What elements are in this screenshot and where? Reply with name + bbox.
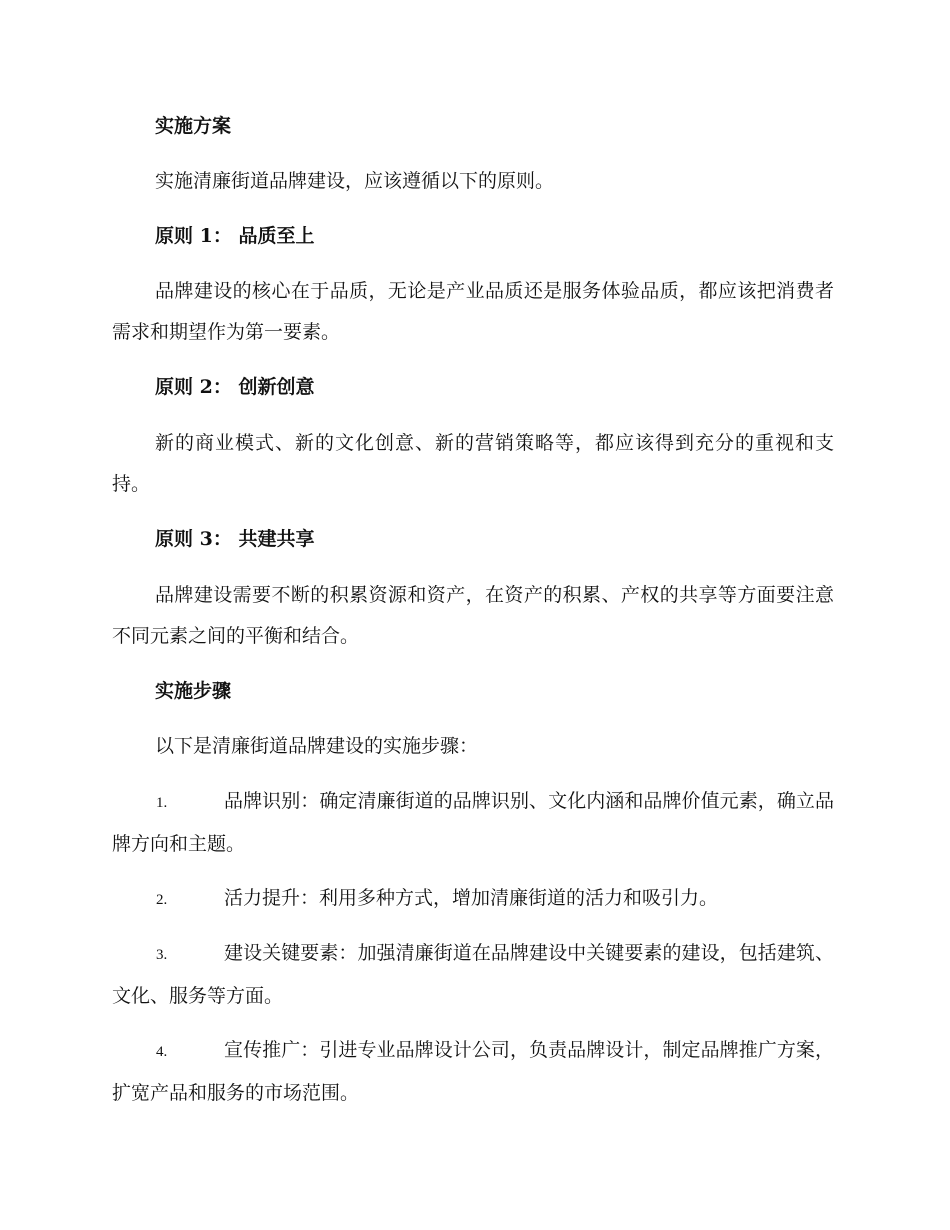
- principle-3-heading: 原则 3： 共建共享: [155, 528, 315, 550]
- list-item-step-2: [112, 878, 834, 921]
- principle-2-paragraph: 新的商业模式、新的文化创意、新的营销策略等，都应该得到充分的重视和支持。: [112, 432, 834, 495]
- list-item-text: 宣传推广：引进专业品牌设计公司，负责品牌设计，制定品牌推广方案，扩宽产品和服务的市场范围。: [112, 1039, 834, 1104]
- section-heading-implementation-plan: 实施方案: [155, 115, 232, 137]
- list-item-step-1: [112, 781, 834, 865]
- list-item-text: 建设关键要素：加强清廉街道在品牌建设中关键要素的建设，包括建筑、文化、服务等方面。: [112, 942, 834, 1007]
- principle-1-paragraph: 品牌建设的核心在于品质，无论是产业品质还是服务体验品质，都应该把消费者需求和期望作为第一要素。: [112, 280, 834, 343]
- section-heading-implementation-steps: 实施步骤: [155, 680, 232, 702]
- principle-2-heading: 原则 2： 创新创意: [155, 376, 315, 398]
- paragraph-implementation-intro: 实施清廉街道品牌建设，应该遵循以下的原则。: [155, 170, 555, 192]
- list-number: 3.: [156, 947, 168, 963]
- list-item-step-4: [112, 1030, 834, 1114]
- paragraph-steps-intro: 以下是清廉街道品牌建设的实施步骤：: [155, 735, 479, 757]
- list-item-step-3: [112, 933, 834, 1017]
- list-number: 4.: [156, 1044, 168, 1060]
- list-item-text: 活力提升：利用多种方式，增加清廉街道的活力和吸引力。: [224, 887, 719, 909]
- principle-1-heading: 原则 1： 品质至上: [155, 225, 315, 247]
- list-number: 2.: [156, 892, 168, 908]
- list-item-text: 品牌识别：确定清廉街道的品牌识别、文化内涵和品牌价值元素，确立品牌方向和主题。: [112, 790, 834, 855]
- principle-3-paragraph: 品牌建设需要不断的积累资源和资产，在资产的积累、产权的共享等方面要注意不同元素之间的平衡和结合。: [112, 584, 834, 647]
- list-number: 1.: [156, 795, 168, 811]
